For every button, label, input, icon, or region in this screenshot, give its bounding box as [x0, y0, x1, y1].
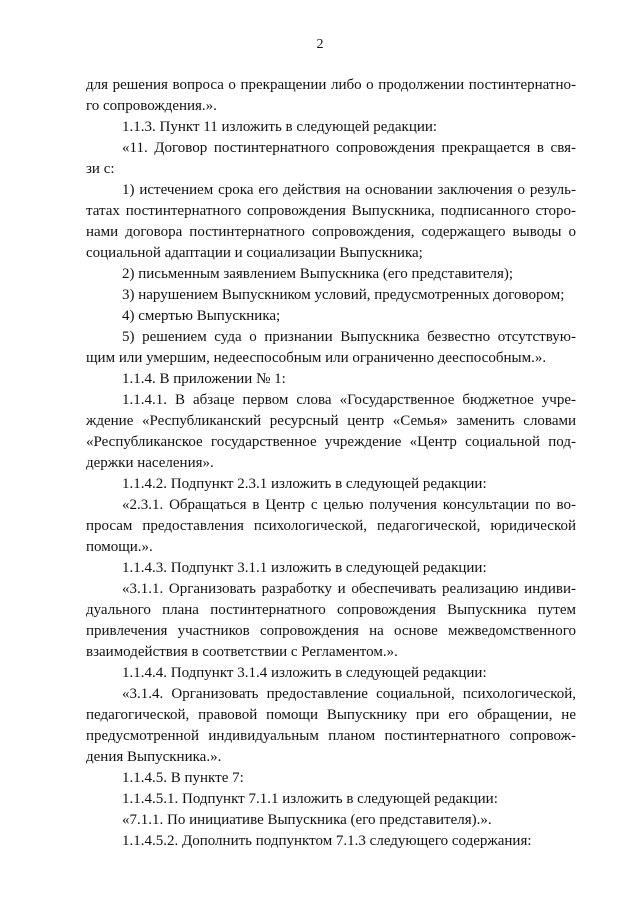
text-line: «Республиканское государственное учреждение «Центр социальной под- — [86, 434, 576, 450]
page-number: 2 — [316, 37, 324, 52]
text-line: 3) нарушением Выпускником условий, предусмотренных договором; — [122, 287, 565, 303]
text-line: «3.1.4. Организовать предоставление социальной, психологической, — [122, 686, 576, 702]
text-line: щим или умершим, недееспособным или ограниченно дееспособным.». — [86, 350, 547, 366]
text-line: для решения вопроса о прекращении либо о продолжении постинтернатно- — [86, 77, 576, 93]
text-line: зи с: — [86, 161, 115, 177]
text-line: 1.1.4.2. Подпункт 2.3.1 изложить в следующей редакции: — [122, 476, 487, 492]
text-line: 5) решением суда о признании Выпускника безвестно отсутствую- — [122, 329, 576, 345]
text-line: 1.1.4. В приложении № 1: — [122, 371, 286, 387]
text-line: 1.1.4.5.2. Дополнить подпунктом 7.1.3 следующего содержания: — [122, 833, 532, 849]
text-line: 1.1.4.4. Подпункт 3.1.4 изложить в следующей редакции: — [122, 665, 487, 681]
text-line: взаимодействия в соответствии с Регламентом.». — [86, 644, 398, 660]
text-line: 1.1.4.3. Подпункт 3.1.1 изложить в следующей редакции: — [122, 560, 487, 576]
text-line: дуального плана постинтернатного сопровождения Выпускника путем — [86, 602, 576, 618]
document-body — [86, 75, 576, 852]
text-line: 1.1.3. Пункт 11 изложить в следующей редакции: — [122, 119, 438, 135]
text-line: ждение «Республиканский ресурсный центр «Семья» заменить словами — [86, 413, 576, 429]
text-line: предусмотренной индивидуальным планом постинтернатного сопровож- — [86, 728, 576, 744]
text-line: социальной адаптации и социализации Выпускника; — [86, 245, 423, 261]
text-line: педагогической, правовой помощи Выпускнику при его обращении, не — [86, 707, 576, 723]
text-line: 1.1.4.5. В пункте 7: — [122, 770, 244, 786]
text-line: держки населения». — [86, 455, 214, 471]
text-line: 4) смертью Выпускника; — [122, 308, 281, 324]
text-line: 1.1.4.1. В абзаце первом слова «Государственное бюджетное учре- — [122, 392, 576, 408]
text-line: «3.1.1. Организовать разработку и обеспечивать реализацию индиви- — [122, 581, 576, 597]
text-line: «7.1.1. По инициативе Выпускника (его представителя).». — [122, 812, 492, 828]
text-line: татах постинтернатного сопровождения Выпускника, подписанного сторо- — [86, 203, 576, 219]
text-line: привлечения участников сопровождения на основе межведомственного — [86, 623, 576, 639]
text-line: дения Выпускника.». — [86, 749, 222, 765]
text-line: 1.1.4.5.1. Подпункт 7.1.1 изложить в следующей редакции: — [122, 791, 498, 807]
text-line: «2.3.1. Обращаться в Центр с целью получения консультации по во- — [122, 497, 576, 513]
text-line: 2) письменным заявлением Выпускника (его представителя); — [122, 266, 514, 282]
text-line: «11. Договор постинтернатного сопровождения прекращается в свя- — [122, 140, 576, 156]
text-line: 1) истечением срока его действия на основании заключения о резуль- — [122, 182, 576, 198]
text-line: го сопровождения.». — [86, 98, 217, 114]
text-line: помощи.». — [86, 539, 153, 555]
text-line: нами договора постинтернатного сопровождения, содержащего выводы о — [86, 224, 576, 240]
text-line: просам предоставления психологической, педагогической, юридической — [86, 518, 576, 534]
